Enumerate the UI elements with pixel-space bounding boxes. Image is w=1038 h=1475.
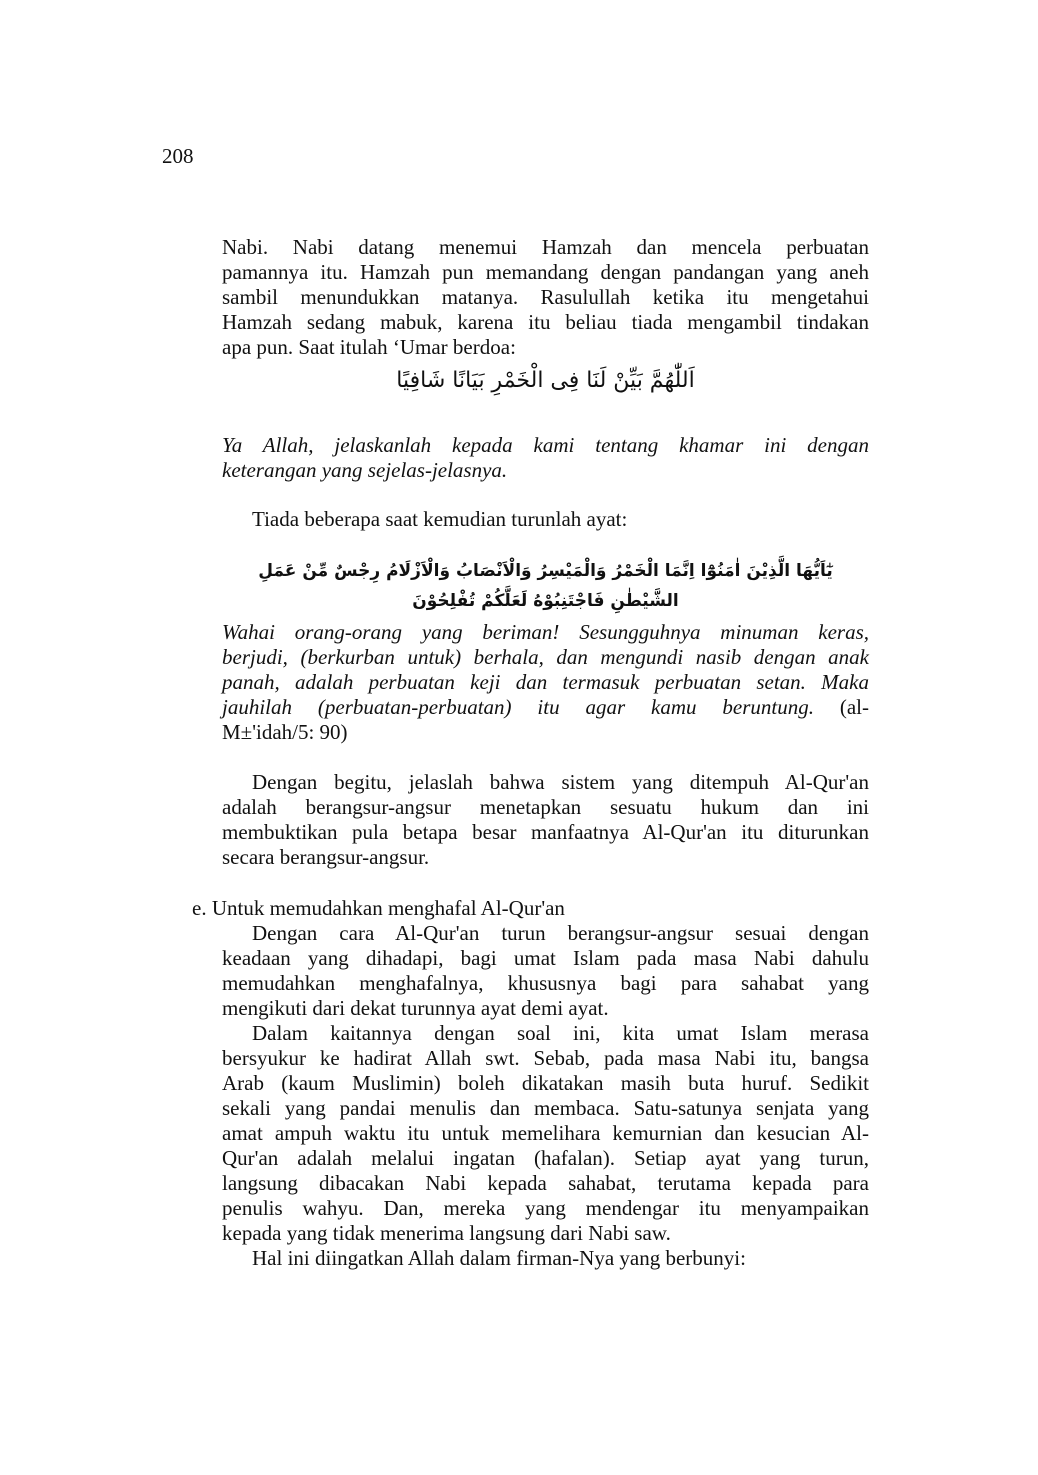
text-line: panah, adalah perbuatan keji dan termasuk perbuatan setan. Maka bbox=[222, 670, 869, 694]
text-line: langsung dibacakan Nabi kepada sahabat, terutama kepada para bbox=[222, 1171, 869, 1195]
text-line: Dengan cara Al-Qur'an turun berangsur-angsur sesuai dengan bbox=[252, 921, 869, 945]
text-line: Dengan begitu, jelaslah bahwa sistem yang ditempuh Al-Qur'an bbox=[252, 770, 869, 794]
text-line: berjudi, (berkurban untuk) berhala, dan mengundi nasib dengan anak bbox=[222, 645, 869, 669]
text-line: kepada yang tidak menerima langsung dari Nabi saw. bbox=[222, 1221, 671, 1245]
text-line: Qur'an adalah melalui ingatan (hafalan). Setiap ayat yang turun, bbox=[222, 1146, 869, 1170]
paragraph-verse-intro: Tiada beberapa saat kemudian turunlah ayat: bbox=[252, 507, 628, 531]
text-line: apa pun. Saat itulah ‘Umar berdoa: bbox=[222, 335, 516, 359]
section-heading: e. Untuk memudahkan menghafal Al-Qur'an bbox=[192, 896, 565, 920]
text-line: memudahkan menghafalnya, khususnya bagi para sahabat yang bbox=[222, 971, 869, 995]
text-line: bersyukur ke hadirat Allah swt. Sebab, pada masa Nabi itu, bangsa bbox=[222, 1046, 869, 1070]
text-line: adalah berangsur-angsur menetapkan sesuatu hukum dan ini bbox=[222, 795, 869, 819]
text-line: secara berangsur-angsur. bbox=[222, 845, 430, 869]
text-line: Dalam kaitannya dengan soal ini, kita umat Islam merasa bbox=[252, 1021, 869, 1045]
translation-text: jauhilah (perbuatan-perbuatan) itu agar kamu beruntung. bbox=[222, 695, 814, 719]
text-line: mengikuti dari dekat turunnya ayat demi ayat. bbox=[222, 996, 609, 1020]
text-line: Hamzah sedang mabuk, karena itu beliau tiada mengambil tindakan bbox=[222, 310, 869, 334]
text-line: amat ampuh waktu itu untuk memelihara kemurnian dan kesucian Al- bbox=[222, 1121, 869, 1145]
text-line: sambil menundukkan matanya. Rasulullah ketika itu mengetahui bbox=[222, 285, 869, 309]
text-line: Arab (kaum Muslimin) boleh dikatakan masih buta huruf. Sedikit bbox=[222, 1071, 869, 1095]
text-line: penulis wahyu. Dan, mereka yang mendengar itu menyampaikan bbox=[222, 1196, 869, 1220]
verse-arabic: يٰٓاَيُّهَا الَّذِيْنَ اٰمَنُوْٓا اِنَّمَا الْخَمْرُ وَالْمَيْسِرُ وَالْاَنْصَابُ وَالْاَزْلَامُ رِجْسٌ مِّنْ عَمَلِ الشَّيْطٰنِ فَاجْتَنِبُوْهُ لَعَلَّكُمْ تُفْلِحُوْنَ bbox=[258, 561, 833, 611]
text-line: membuktikan pula betapa besar manfaatnya Al-Qur'an itu diturunkan bbox=[222, 820, 869, 844]
text-line: keadaan yang dihadapi, bagi umat Islam pada masa Nabi dahulu bbox=[222, 946, 869, 970]
text-line: sekali yang pandai menulis dan membaca. Satu-satunya senjata yang bbox=[222, 1096, 869, 1120]
text-line: Nabi. Nabi datang menemui Hamzah dan mencela perbuatan bbox=[222, 235, 869, 259]
prayer-arabic: اَللّٰهُمَّ بَيِّنْ لَنَا فِى الْخَمْرِ بَيَانًا شَافِيًا bbox=[396, 368, 695, 393]
text-line: keterangan yang sejelas-jelasnya. bbox=[222, 458, 508, 482]
verse-reference-cont: M±'idah/5: 90) bbox=[222, 720, 348, 744]
verse-reference: (al- bbox=[839, 695, 870, 719]
text-line: Wahai orang-orang yang beriman! Sesungguhnya minuman keras, bbox=[222, 620, 869, 644]
text-line bbox=[222, 695, 869, 720]
paragraph-closing: Hal ini diingatkan Allah dalam firman-Nya yang berbunyi: bbox=[252, 1246, 746, 1270]
text-line: Ya Allah, jelaskanlah kepada kami tentang khamar ini dengan bbox=[222, 433, 869, 457]
page-number: 208 bbox=[162, 144, 194, 168]
text-line: pamannya itu. Hamzah pun memandang dengan pandangan yang aneh bbox=[222, 260, 869, 284]
